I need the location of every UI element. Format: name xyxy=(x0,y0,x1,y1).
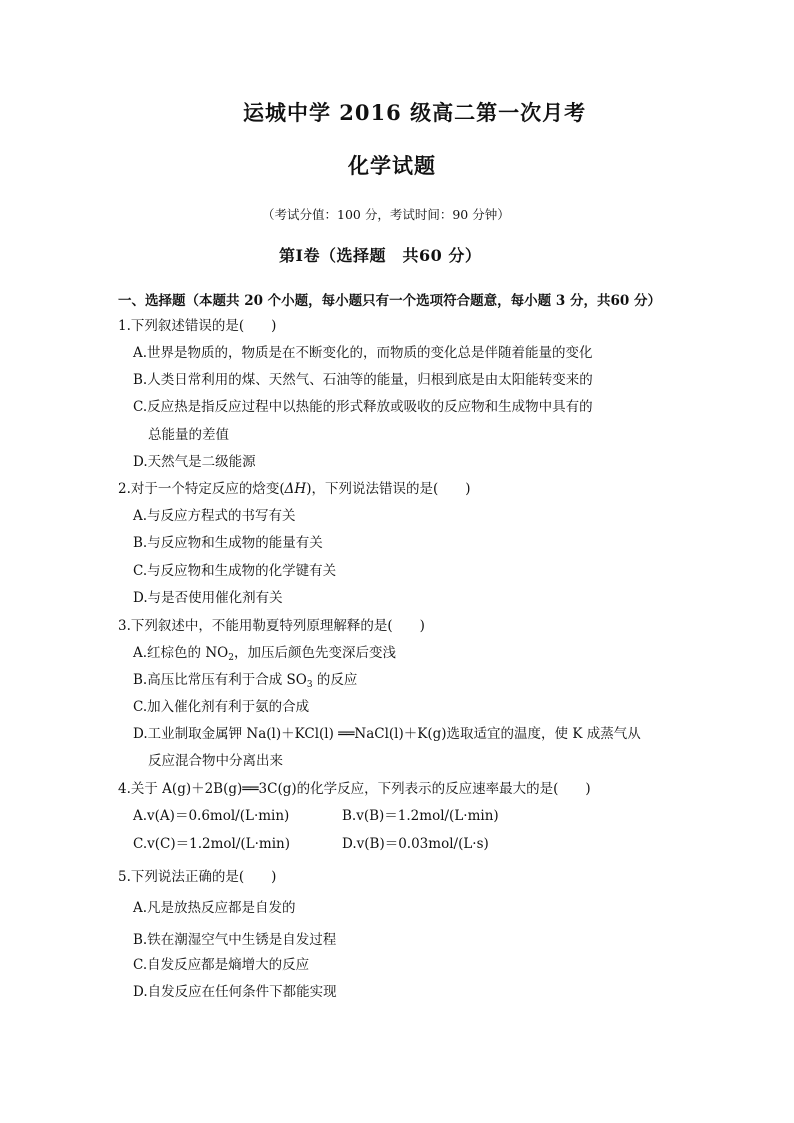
question-4-stem: 4.关于 A(g)＋2B(g)══3C(g)的化学反应，下列表示的反应速率最大的是( ) xyxy=(118,781,591,797)
question-5-stem: 5.下列说法正确的是( ) xyxy=(118,869,277,885)
question-4-option-d: D.v(B)＝0.03mol/(L·s) xyxy=(342,836,489,852)
question-1-option-c: C.反应热是指反应过程中以热能的形式释放或吸收的反应物和生成物中具有的 xyxy=(133,399,593,415)
option-a-text: A.红棕色的 NO xyxy=(133,645,229,661)
question-1-option-d: D.天然气是二级能源 xyxy=(133,454,256,470)
subscript: 3 xyxy=(306,680,313,690)
question-3-option-c: C.加入催化剂有利于氨的合成 xyxy=(133,699,310,715)
section-instructions: 一、选择题（本题共 20 个小题，每小题只有一个选项符合题意，每小题 3 分，共60 分） xyxy=(118,293,661,309)
subject-title: 化学试题 xyxy=(348,153,436,178)
option-b-text: B.高压比常压有利于合成 SO xyxy=(133,672,307,688)
option-a-text-cont: ，加压后颜色先变深后变浅 xyxy=(233,645,396,661)
question-5-option-a: A.凡是放热反应都是自发的 xyxy=(133,900,296,916)
question-2-option-a: A.与反应方程式的书写有关 xyxy=(133,508,296,524)
subscript: 2 xyxy=(228,653,234,663)
question-5-option-d: D.自发反应在任何条件下都能实现 xyxy=(133,984,337,1000)
question-2-option-c: C.与反应物和生成物的化学键有关 xyxy=(133,563,337,579)
question-4-option-b: B.v(B)＝1.2mol/(L·min) xyxy=(342,808,499,824)
question-3-option-d-cont: 反应混合物中分离出来 xyxy=(148,753,283,769)
option-b-text-cont: 的反应 xyxy=(312,672,358,688)
exam-title: 运城中学 2016 级高二第一次月考 xyxy=(243,100,587,125)
question-5-option-b: B.铁在潮湿空气中生锈是自发过程 xyxy=(133,932,337,948)
question-4-option-a: A.v(A)＝0.6mol/(L·min) xyxy=(133,808,290,824)
question-2-stem-prefix: 2.对于一个特定反应的焓变( xyxy=(118,481,285,497)
question-1-stem: 1.下列叙述错误的是( ) xyxy=(118,318,277,334)
question-2-option-b: B.与反应物和生成物的能量有关 xyxy=(133,535,323,551)
question-1-option-b: B.人类日常利用的煤、天然气、石油等的能量，归根到底是由太阳能转变来的 xyxy=(133,372,593,388)
exam-info: （考试分值：100 分，考试时间：90 分钟） xyxy=(262,207,510,222)
question-2-stem xyxy=(118,480,471,498)
question-3-option-d: D.工业制取金属钾 Na(l)＋KCl(l) ══NaCl(l)＋K(g)选取适宜的温度，使 K 成蒸气从 xyxy=(133,726,641,742)
section-title: 第Ⅰ卷（选择题 共60 分） xyxy=(279,246,482,265)
question-1-option-a: A.世界是物质的，物质是在不断变化的，而物质的变化总是伴随着能量的变化 xyxy=(133,345,593,361)
question-2-option-d: D.与是否使用催化剂有关 xyxy=(133,590,283,606)
question-4-option-c: C.v(C)＝1.2mol/(L·min) xyxy=(133,836,290,852)
question-5-option-c: C.自发反应都是熵增大的反应 xyxy=(133,957,310,973)
delta-h-symbol: ΔH xyxy=(284,481,307,497)
question-3-stem: 3.下列叙述中，不能用勒夏特列原理解释的是( ) xyxy=(118,618,425,634)
question-1-option-c-cont: 总能量的差值 xyxy=(148,427,229,443)
question-3-option-a xyxy=(133,644,396,662)
question-2-stem-suffix: )，下列说法错误的是( ) xyxy=(306,481,471,497)
question-3-option-b xyxy=(133,671,357,689)
